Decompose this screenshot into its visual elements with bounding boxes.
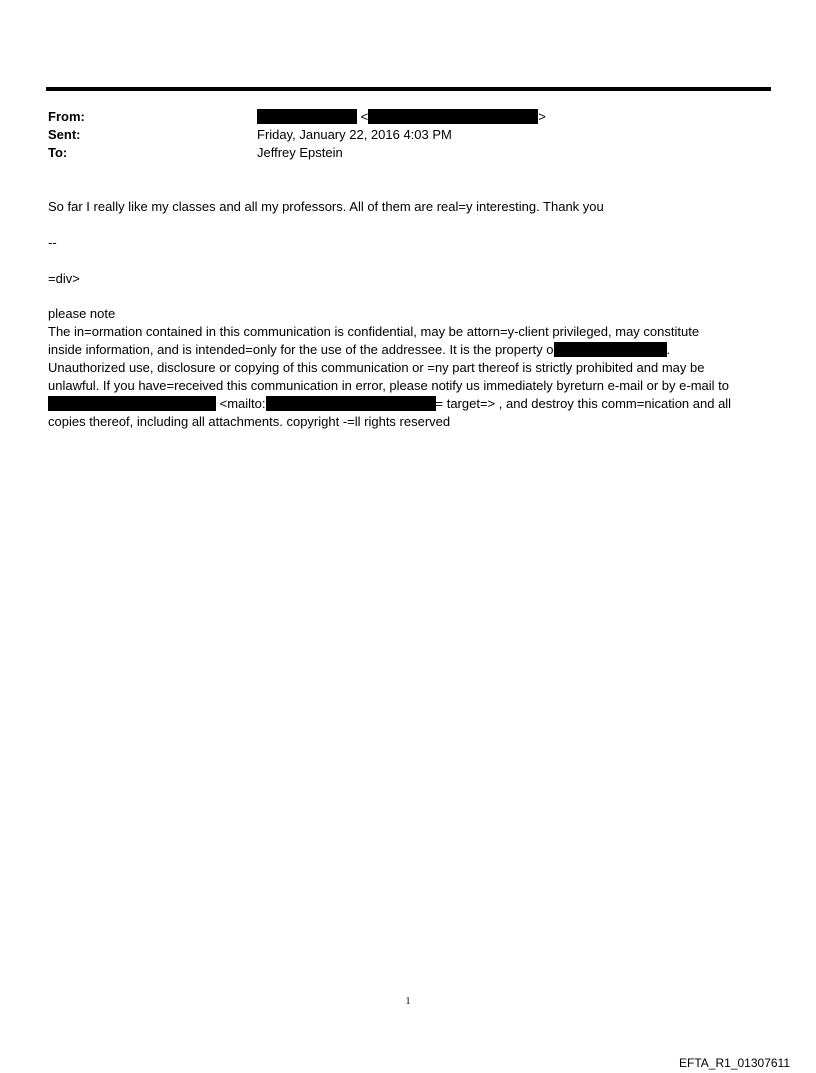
- disclaimer-line-6: copies thereof, including all attachments. copyright -=ll rights reserved: [48, 414, 451, 429]
- redacted-company-name: [554, 342, 667, 357]
- div-tag-text: =div>: [48, 271, 80, 286]
- disclaimer-line-5-end: = target=> , and destroy this comm=nication and all: [435, 396, 732, 411]
- page-number: 1: [405, 996, 411, 1007]
- disclaimer-line-4: unlawful. If you have=received this communication in error, please notify us immediately byreturn e-mail or by e-mail to: [48, 378, 730, 393]
- redacted-mailto-address: [266, 396, 436, 411]
- note-title: please note: [48, 306, 116, 321]
- mailto-text: <mailto:: [219, 396, 266, 411]
- from-gt: >: [538, 109, 546, 124]
- sent-value: Friday, January 22, 2016 4:03 PM: [257, 127, 452, 142]
- disclaimer-line-5: [48, 395, 774, 413]
- redacted-sender-name: [257, 109, 357, 124]
- disclaimer-line-2-end: .: [666, 342, 671, 357]
- from-value: [257, 108, 546, 126]
- message-line: So far I really like my classes and all my professors. All of them are real=y interesting. Thank you: [48, 199, 604, 214]
- disclaimer-line-2: [48, 341, 774, 359]
- from-label: From:: [48, 109, 85, 124]
- disclaimer-line-3: Unauthorized use, disclosure or copying of this communication or =ny part thereof is strictly prohibited and may be: [48, 360, 705, 375]
- redacted-sender-email: [368, 109, 538, 124]
- header-rule: [46, 87, 771, 91]
- redacted-email-address: [48, 396, 216, 411]
- disclaimer-line-2-text: inside information, and is intended=only for the use of the addressee. It is the property o: [48, 342, 554, 357]
- to-value: Jeffrey Epstein: [257, 145, 343, 160]
- document-id: EFTA_R1_01307611: [679, 1056, 790, 1070]
- sent-label: Sent:: [48, 127, 81, 142]
- to-label: To:: [48, 145, 68, 160]
- disclaimer-line-1: The in=ormation contained in this communication is confidential, may be attorn=y-client privileged, may constitute: [48, 324, 700, 339]
- signature-separator: --: [48, 235, 57, 250]
- from-lt: <: [360, 109, 369, 124]
